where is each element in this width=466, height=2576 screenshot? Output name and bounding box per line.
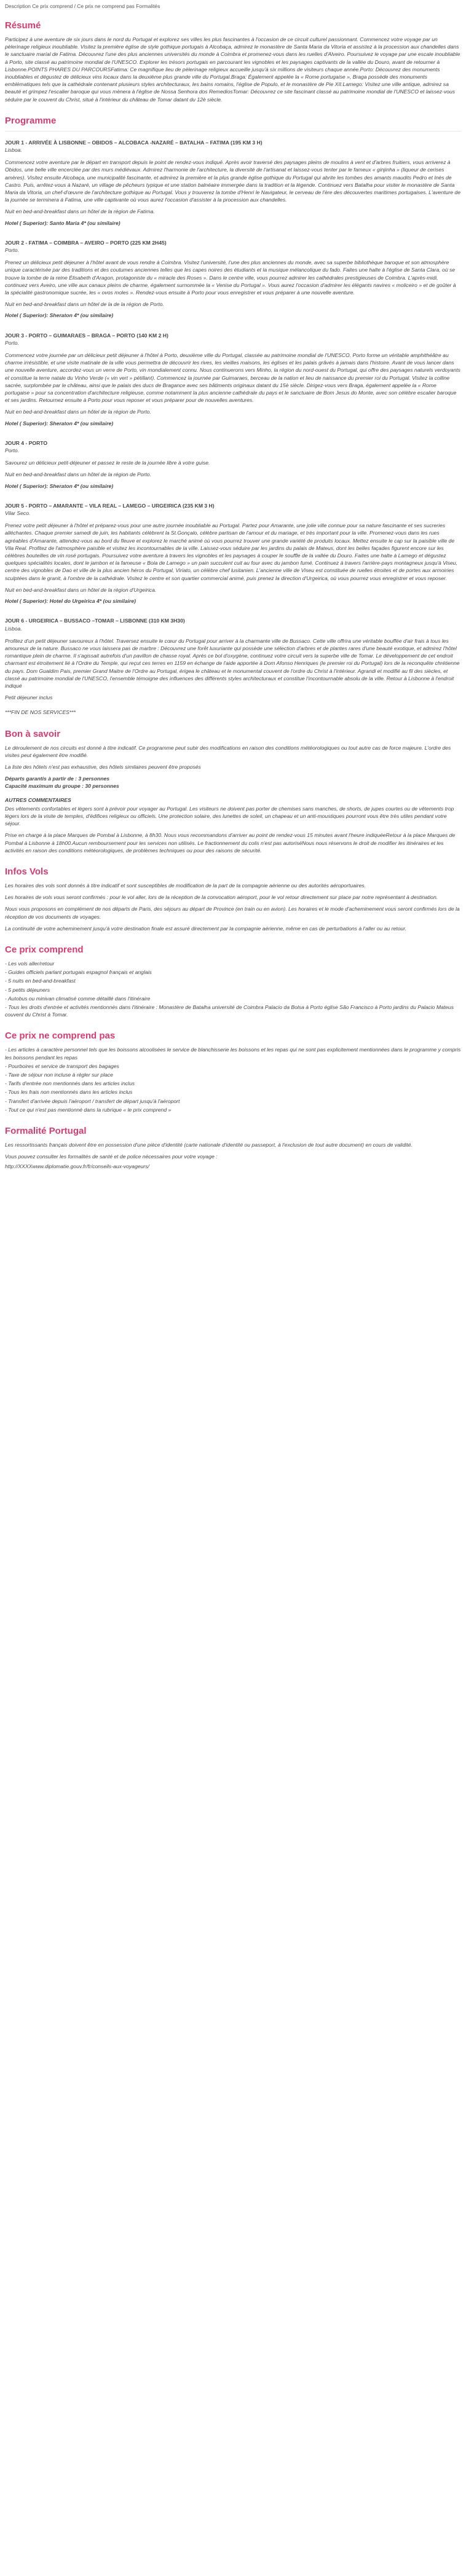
infos-vols-p2: Les horaires de vols vous seront confirmés : pour le vol aller, lors de la réception de la convocation aéroport, pour le vol retour directement sur place par notre représentant à destination. <box>5 894 438 901</box>
day-title: JOUR 2 - FATIMA – COIMBRA – AVEIRO – PORTO (225 KM 2H45) <box>5 239 167 246</box>
divider <box>5 131 461 132</box>
prix-ne-comprend-section <box>5 1031 461 1113</box>
programme-day <box>5 332 461 427</box>
day-place: Porto. <box>5 339 19 346</box>
bon-a-savoir-p2: La liste des hôtels n'est pas exhaustive, des hôtels similaires peuvent être proposés <box>5 763 201 770</box>
autres-commentaires-title: AUTRES COMMENTAIRES <box>5 796 71 803</box>
prix-comprend-item: - Guides officiels parlant portugais espagnol français et anglais <box>5 968 461 976</box>
day-hotel: Hotel ( Superior): Sheraton 4* (ou similaire) <box>5 420 114 426</box>
day-hotel: Hotel ( Superior): Hotel do Urgeirica 4* (ou similaire) <box>5 598 136 605</box>
autres-commentaires-text: Des vêtements confortables et légers sont à prévoir pour voyager au Portugal. Les visiteurs ne doivent pas porter de chemises sans manches, de shorts, de jupes courtes ou de vêtements trop légers lors de la visite de temples, d'édifices religieux ou officiels. Une protection solaire, des lunettes de soleil, un chapeau et un anti-moustiques pourront vous être très utiles pendant votre séjour. <box>5 805 454 827</box>
day-text: Commencez votre aventure par le départ en transport depuis le point de rendez-vous indiqué. Après avoir traversé des paysages pleins de moulins à vent et d'arbres fruitiers, vous arriverez à Obidos, une belle ville encerclée par des murs médiévaux. Admirez l'harmonie de l'architecture, la diversité de l'artisanat et laissez-vous tenter par le fameux « ginjinha » (liqueur de cerises amères). Visitez ensuite Alcobaça, une municipalité fascinante, et admirez la première et la plus grande église gothique du Portugal qui abrite les tombes des amants maudits Pedro et Inès de Castro. Puis, arrêtez-vous à Nazaré, un village de pêcheurs typique et une station balnéaire immergée dans la tradition et la légende. Continuez vers Batalha pour visiter le monastère de Santa Maria da Vitoria, un chef-d'œuvre de l'architecture gothique au Portugal. Vous y trouverez la tombe d'Henri le Navigateur, le cerveau de l'ère des découvertes maritimes portugaises. L'aventure de la journée se terminera à Fatima, une ville captivante où vous aurez l'occasion d'assister à la procession aux chandelles. <box>5 159 460 203</box>
programme-day <box>5 239 461 320</box>
day-hotel: Hotel ( Superior): Santo Maria 4* (ou similaire) <box>5 219 120 226</box>
formalites-link-wrapper <box>5 1163 461 1170</box>
programme-day <box>5 617 461 701</box>
departs-garantis: Départs garantis à partir de : 3 personnes <box>5 776 110 782</box>
day-hotel: Hotel ( Superior): Sheraton 4* (ou similaire) <box>5 482 114 489</box>
capacite-maximum: Capacité maximum du groupe : 30 personnes <box>5 783 119 790</box>
day-place: Lisboa. <box>5 146 22 153</box>
infos-vols-p4: La continuité de votre acheminement jusqu'à votre destination finale est assuré directement par la compagnie aérienne, même en cas de perturbations à l'aller ou au retour. <box>5 925 407 932</box>
formalites-link[interactable]: http://XXXXwww.diplomatie.gouv.fr/fr/conseils-aux-voyageurs/ <box>5 1163 149 1170</box>
bon-a-savoir-section <box>5 729 461 854</box>
day-title: JOUR 1 - ARRIVÉE À LISBONNE – OBIDOS – ALCOBACA -NAZARÉ – BATALHA – FATIMA (195 KM 3 H) <box>5 139 263 146</box>
bon-a-savoir-p1: Le déroulement de nos circuits est donné à titre indicatif. Ce programme peut subir des modifications en raison des conditions météorologiques ou tout autre cas de force majeure. L'ordre des visites peut également être modifié. <box>5 744 451 758</box>
bon-a-savoir-title: Bon à savoir <box>5 728 61 739</box>
day-title: JOUR 4 - PORTO <box>5 439 48 446</box>
prix-ne-comprend-item: - Les articles à caractère personnel tels que les boissons alcoolisées le service de blanchisserie les boissons et les repas qui ne sont pas explicitement mentionnées dans le programme y compris les boissons pendant les repas <box>5 1046 461 1061</box>
prix-ne-comprend-title: Ce prix ne comprend pas <box>5 1031 116 1042</box>
formalites-p1: Les ressortissants français doivent être en possession d'une pièce d'identité (carte nationale d'identité ou passeport, à l'exclusion de tout autre document) en cours de validité. <box>5 1142 413 1149</box>
autres-commentaires-text-2: Prise en charge à la place Marques de Pombal à Lisbonne, à 8h30. Nous vous recommandons d'arriver au point de rendez-vous 15 minutes avant l'heure indiquéeRetour à la place Marques de Pombal à Lisbonne à 18h00.Aucun remboursement pour les services non utilisés. Le fractionnement du colis n'est pas autoriséNous nous réservons le droit de modifier les itinéraires et les activités en raison des conditions météorologiques, de problèmes techniques ou pour des raisons de sécurité. <box>5 832 456 854</box>
infos-vols-p1: Les horaires des vols sont donnés à titre indicatif et sont susceptibles de modification de la part de la compagnie aérienne ou des autorités aéroportuaires. <box>5 882 366 889</box>
programme-day <box>5 502 461 605</box>
resume-text: Participez à une aventure de six jours dans le nord du Portugal et explorez ses villes les plus fascinantes à l'occasion de ce circuit culturel passionnant. Commencez votre voyage par un pèlerinage religieux inoubliable. Visitez la première église de style gothique portugais à Alcobaça, admirez le monastère de Santa Maria da Vitoria et assistez à la procession aux chandelles dans le sanctuaire marial de Fatima. Découvrez l'une des plus anciennes universités du monde à Coimbra et promenez-vous dans les ruelles d'Alveiro. Poursuivez le voyage par une escale inoubliable à Porto, site classé au patrimoine mondial de l'UNESCO. Explorer les trésors portugais en parcourant les vignobles et les paysages captivants de la vallée du Douro, avant de retourner à Lisbonne.POINTS PHARES DU PARCOURSFatima: Ce magnifique lieu de pèlerinage religieux accueille jusqu'à six millions de visiteurs chaque année.Porto: Découvrez des monuments inoubliables et dégustez de délicieux vins locaux dans la deuxième plus grande ville du Portugal.Braga: Également appelée la « Rome portugaise », Braga possède des monuments emblématiques tels que la cathédrale contenant plusieurs styles architecturaux, les bains romains, l'église de Populo, et le monastère de Pie XII.Lamego: Visitez une ville antique, admirez sa beauté et grimpez l'escalier baroque qui vous mènera à l'église de Nossa Senhora dos RemediosTomar: Découvrez ce site fascinant classé au patrimoine mondial de l'UNESCO et laissez-vous séduire par le couvent du Christ, situé à l'intérieur du château de Tomar datant du 12è siècle. <box>5 36 460 103</box>
day-text: Profitez d'un petit déjeuner savoureux à l'hôtel. Traversez ensuite le cœur du Portugal pour arriver à la charmante ville de Bussaco. Cette ville offrira une véritable bouffée d'air frais à tous les amoureux de la nature. Bussaco ne vous laissera pas de marbre : Découvrez une forêt luxuriante qui possède une sélection d'arbres et de plantes rares d'une beauté exotique, et admirez l'hôtel romantique plein de charme. Il s'agissait autrefois d'un pavillon de chasse royal. Après ce bol d'oxygène, continuez votre circuit vers la superbe ville de Tomar. Le développement de cet endroit charmant est étroitement lié à l'Ordre du Temple, qui reçut ces terres en 1159 en échange de l'aide apportée à Dom Afonso Henriques (le premier roi du Portugal) lors de la reconquête chrétienne du pays. Dom Gualdim Pais, premier Grand Maitre de l'Ordre au Portugal, érigea le château et le monumental couvent de l'ordre du Christ à l'intérieur. Agrandi et modifié au fil des siècles, et classé au patrimoine mondial de l'UNESCO, l'ensemble témoigne des influences des différents styles architecturaux et constitue l'incontournable absolu de la ville. Retour à Lisbonne à l'endroit indiqué <box>5 637 460 689</box>
day-night: Nuit en bed-and-breakfast dans un hôtel de la de la région de Porto. <box>5 301 164 308</box>
programme-title: Programme <box>5 115 57 126</box>
day-place: Porto. <box>5 246 19 253</box>
infos-vols-p3: Nous vous proposons en complément de nos départs de Paris, des séjours au départ de Province (en train ou en avion). Les horaires et le mode d'acheminement vous seront confirmés lors de la réception de vos documents de voyages. <box>5 906 460 920</box>
breadcrumb: Description Ce prix comprend / Ce prix ne comprend pas Formalités <box>5 3 160 9</box>
resume-section <box>5 20 461 103</box>
programme-section <box>5 116 461 717</box>
programme-day <box>5 439 461 490</box>
day-text: Prenez votre petit déjeuner à l'hôtel et préparez-vous pour une autre journée inoubliable au Portugal. Partez pour Amarante, une jolie ville connue pour sa nature fascinante et ses sucreries alléchantes. Chaque premier samedi de juin, les habitants célèbrent la St.Gonçalo, célèbre partisan de l'amour et du mariage, et très important pour la ville. Promenez-vous dans les rues agréables d'Amarante, attendez-vous au bord du fleuve et explorez le marché animé où vous pourrez trouver une grande variété de produits locaux. Mettez ensuite le cap sur la paisible ville de Vila Real. Profitez de l'atmosphère paisible et visitez les incontournables de la ville. Laissez-vous séduire par les jardins du palais de Mateus, dont les belles façades figurent encore sur les célèbres bouteilles de vin rosé portugais. Poursuivez votre aventure à travers les vignobles et les paysages à couper le souffle de la vallée du Douro. Faites une halte à Lamego et dégustez quelques spécialités locales, dont le jambon et la fameuse « Bola de Lamego » un pain succulent cuit au four avec du jambon fumé. Continuez à travers l'arrière-pays montagneux jusqu'à Viseu, centre des vignobles de Dao et ville de la plus ancien héros du Portugal, Viriato, un célèbre chef lusitanien. L'ancienne ville de Viseu est constituée de ruelles étroites et de portes aux armoiries sculptées dans le granit, à l'ombre de la cathédrale. Visitez le centre et son quartier commercial animé, puis prenez la direction d'Urgeirica, où vous pourrez vous enregistrer et vous reposer. <box>5 522 457 581</box>
prix-ne-comprend-list <box>5 1046 461 1113</box>
resume-title: Résumé <box>5 20 41 31</box>
formalites-p2: Vous pouvez consulter les formalités de santé et de police nécessaires pour votre voyage : <box>5 1153 218 1160</box>
day-title: JOUR 5 - PORTO – AMARANTE – VILA REAL – LAMEGO – URGEIRICA (235 KM 3 H) <box>5 502 215 509</box>
prix-comprend-item: - 5 petits déjeuners <box>5 986 461 994</box>
day-title: JOUR 3 - PORTO – GUIMARAES – BRAGA – PORTO (140 KM 2 H) <box>5 332 168 339</box>
prix-comprend-list <box>5 960 461 1018</box>
prix-ne-comprend-item: - Pourboires et service de transport des bagages <box>5 1062 461 1070</box>
day-hotel: Hotel ( Superior): Sheraton 4* (ou similaire) <box>5 312 114 319</box>
page <box>0 0 466 1189</box>
prix-comprend-title: Ce prix comprend <box>5 944 84 955</box>
day-place: Lisboa. <box>5 625 22 632</box>
programme-day <box>5 139 461 227</box>
day-night: Nuit en bed-and-breakfast dans un hôtel de la région de Porto. <box>5 471 151 478</box>
prix-ne-comprend-item: - Tarifs d'entrée non mentionnés dans les articles inclus <box>5 1080 461 1087</box>
formalites-section <box>5 1126 461 1171</box>
prix-comprend-item: - Autobus ou minivan climatisé comme détaillé dans l'itinéraire <box>5 995 461 1002</box>
prix-ne-comprend-item: - Transfert d'arrivée depuis l'aéroport / transfert de départ jusqu'à l'aéroport <box>5 1098 461 1105</box>
infos-vols-section <box>5 866 461 932</box>
day-night: Petit déjeuner inclus <box>5 694 53 701</box>
day-title: JOUR 6 - URGEIRICA – BUSSACO –TOMAR – LISBONNE (310 KM 3H30) <box>5 618 185 624</box>
formalites-title: Formalité Portugal <box>5 1126 87 1137</box>
infos-vols-title: Infos Vols <box>5 866 49 877</box>
programme-end: ***FIN DE NOS SERVICES*** <box>5 709 76 716</box>
prix-comprend-item: - Les vols aller/retour <box>5 960 461 967</box>
day-night: Nuit en bed-and-breakfast dans un hôtel de la région d'Urgeirica. <box>5 586 157 593</box>
prix-comprend-item: - 5 nuits en bed-and-breakfast <box>5 977 461 984</box>
day-place: Porto. <box>5 447 19 454</box>
day-place: Vilar Seco. <box>5 510 31 517</box>
prix-ne-comprend-item: - Taxe de séjour non incluse à régler sur place <box>5 1071 461 1078</box>
prix-comprend-item: - Tous les droits d'entrée et activités mentionnés dans l'itinéraire : Monastère de Batalha université de Coimbra Palacio da Bolsa à Porto église São Francisco à Porto jardins du Palacio Mateus couvent du Christ à Tomar. <box>5 1003 461 1018</box>
day-text: Savourez un délicieux petit-déjeuner et passez le reste de la journée libre à votre guise. <box>5 460 210 466</box>
prix-ne-comprend-item: - Tous les frais non mentionnés dans les articles inclus <box>5 1088 461 1096</box>
day-text: Commencez votre journée par un délicieux petit déjeuner à l'hôtel à Porto, deuxième ville du Portugal, classée au patrimoine mondial de l'UNESCO. Porto forme un véritable amphithéâtre au charme irrésistible, et une visite matinale de la ville vous permettra de découvrir les rives, les vieilles maisons, les églises et les palais grâvés à jamais dans l'histoire. Avant de vous lancer dans une nouvelle aventure, accordez-vous un verre de Porto, vin mondialement connu. Nous continuerons vers Minho, la région du nord-ouest du Portugal, qui offre des paysages naturels verdoyants et constitue la terre natale du Vinho Verde (« vin vert » pétillant). Commencez la journée par Guimaraes, berceau de la nation et lieu de naissance du premier roi du Portugal. Visitez la colline sacrée, surplombée par le château, ainsi que le palais des ducs de Bragance avec ses bâtiments originaux datant du 15è siècle. Dirigez-vous vers Braga, également appelée la « Rome portugaise » pour sa concentration d'architecture religieuse, comme notamment la plus ancienne cathédrale du pays et le sanctuaire de Bom Jesus do Monte, avec son célèbre escalier baroque et ses jardins. Retournez ensuite à Porto pour vous reposer et vous préparer pour de nouvelles aventures. <box>5 352 460 404</box>
programme-days <box>5 139 461 702</box>
prix-ne-comprend-item: - Tout ce qui n'est pas mentionné dans la rubrique « le prix comprend » <box>5 1106 461 1113</box>
day-night: Nuit en bed-and-breakfast dans un hôtel de la région de Fatima. <box>5 208 155 215</box>
prix-comprend-section <box>5 944 461 1018</box>
day-night: Nuit en bed-and-breakfast dans un hôtel de la région de Porto. <box>5 409 151 415</box>
day-text: Prenez un délicieux petit déjeuner à l'hôtel avant de vous rendre à Coimbra. Visitez l'université, l'une des plus anciennes du monde, avec sa superbe bibliothèque baroque et son atmosphère unique caractérisée par des traditions et des coutumes anciennes telles que les capes noires des étudiants et la musique mélancolique du fado. Faites une halte à l'église de Santa Clara, où se trouve la tombe de la reine Élisabeth d'Aragon, protagoniste du « miracle des Roses ». Dans le centre ville, vous pourrez admirer les cathédrales prestigieuses de Coimbra. L'après-midi, continuez vers Aveiro, une ville aux canaux pleins de charme, également surnommée la « Venise du Portugal ». Vous aurez l'occasion d'admirer les élégants navires « moliceiro » et de goûter à la spécialité gastronomique sucrée, les « ovos moles ». Rendez-vous ensuite à Porto pour vous enregistrer et vous préparer à une nouvelle aventure. <box>5 259 456 296</box>
